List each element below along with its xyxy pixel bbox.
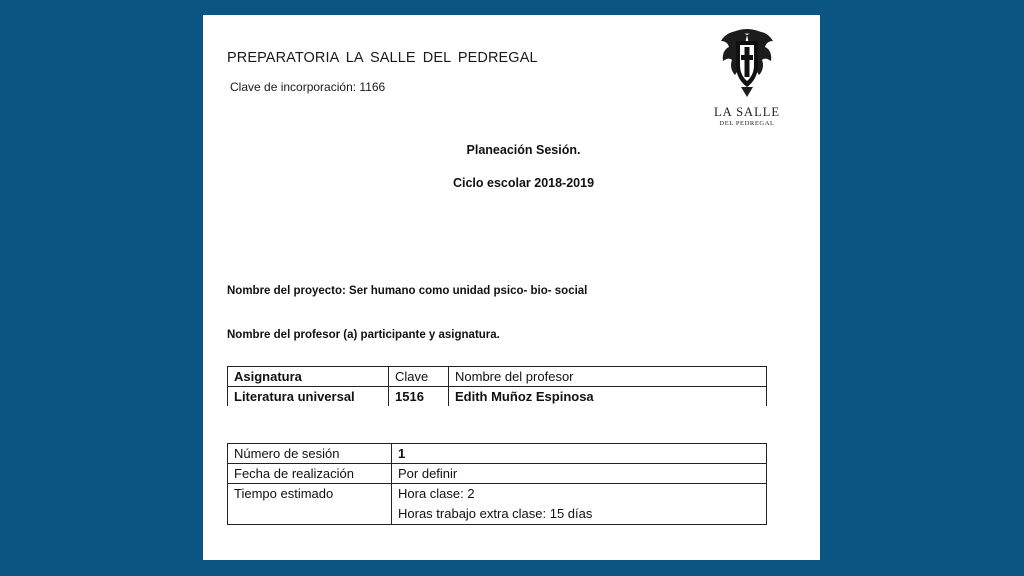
- extra-hours: Horas trabajo extra clase: 15 días: [398, 506, 593, 521]
- subject-table: [227, 366, 767, 406]
- school-logo: [711, 25, 783, 129]
- table-cell: Número de sesión: [228, 444, 392, 464]
- table-header: Clave: [389, 367, 449, 387]
- table-row: [228, 387, 767, 407]
- table-row: [228, 464, 767, 484]
- school-cycle: Ciclo escolar 2018-2019: [452, 176, 595, 190]
- table-row: [228, 444, 767, 464]
- table-header: Asignatura: [228, 367, 389, 387]
- la-salle-crest-icon: [719, 25, 775, 103]
- table-cell: Fecha de realización: [228, 464, 392, 484]
- table-header: Nombre del profesor: [449, 367, 767, 387]
- session-table: [227, 443, 767, 525]
- document-page: [203, 15, 820, 560]
- table-cell: 1: [392, 444, 767, 464]
- table-cell: [392, 484, 767, 525]
- table-cell: Edith Muñoz Espinosa: [449, 387, 767, 407]
- document-title: Planeación Sesión.: [466, 143, 581, 157]
- table-row: [228, 367, 767, 387]
- table-cell: 1516: [389, 387, 449, 407]
- project-name: Nombre del proyecto: Ser humano como unidad psico- bio- social: [227, 285, 588, 297]
- school-name: PREPARATORIA LA SALLE DEL PEDREGAL: [227, 50, 538, 66]
- logo-text: LA SALLE: [714, 105, 780, 119]
- table-cell: Por definir: [392, 464, 767, 484]
- table-row: [228, 484, 767, 525]
- incorporation-key: Clave de incorporación: 1166: [230, 80, 386, 94]
- table-cell: Literatura universal: [228, 387, 389, 407]
- table-cell: Tiempo estimado: [228, 484, 392, 525]
- professor-label: Nombre del profesor (a) participante y asignatura.: [227, 329, 500, 341]
- logo-subtext: DEL PEDREGAL: [719, 120, 775, 127]
- class-hours: Hora clase: 2: [398, 486, 475, 501]
